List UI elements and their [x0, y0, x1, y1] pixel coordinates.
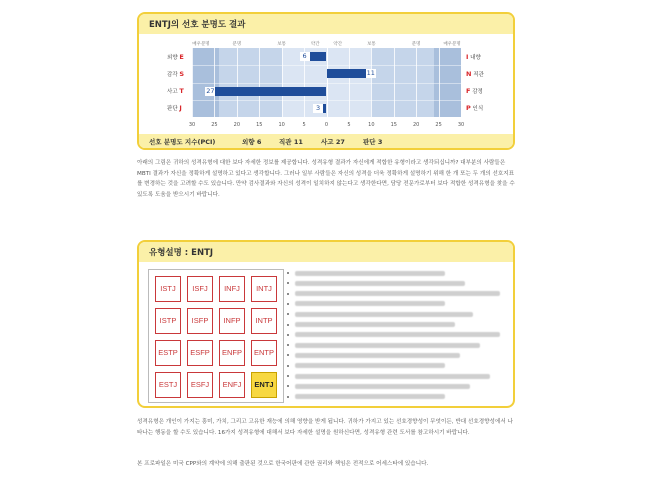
type-cell-esfp: ESFP — [187, 340, 213, 366]
footer-paragraph: 성격유형은 개인이 가지는 흥미, 가치, 그리고 고유한 재능에 의해 영향을 받게 됩니다. 귀하가 가지고 있는 선호경향성이 무엇이든, 반대 선호경향성에서 나타나는 행동을 할 수도 있습니다. 16가지 성격유형에 대해서 보다 자세한 설명을 원하신다면, 성격유형 관련 도서를 참고하시기 바랍니다. — [137, 419, 513, 436]
intro-paragraph: 아래의 그림은 귀하의 성격유형에 대한 보다 자세한 정보를 제공합니다. 성격유형 결과가 자신에게 적합한 유형이라고 생각되십니까? 대부분의 사람들은 MBTI 결과가 자신을 정확하게 설명하고 있다고 생각합니다. 그러나 일부 사람들은 자신의 성격을 더욱 정확하게 설명하기 위해 한 개 또는 두 개의 선호지표를 변경하는 것을 고려할 수도 있습니다. 만약 검사결과와 자신의 성격이 일치하지 않는다고 생각한다면, 담당 전문가로부터 보다 적합한 성격유형을 찾을 수 있도록 도움을 받으시기 바랍니다. — [137, 160, 515, 198]
tick-label: 30 — [457, 122, 465, 128]
pole-name: 감정 — [472, 89, 483, 96]
list-item — [287, 290, 500, 298]
panel-title: 유형설명 : ENTJ — [149, 248, 214, 258]
blurred-text — [295, 322, 455, 327]
scale-label: 분명 — [232, 42, 242, 47]
row-label-right — [466, 87, 483, 95]
type-cell-estp: ESTP — [155, 340, 181, 366]
bullet-icon — [287, 375, 289, 377]
bullet-icon — [287, 334, 289, 336]
bullet-icon — [287, 385, 289, 387]
list-item — [287, 372, 490, 380]
panel-header — [139, 14, 513, 34]
type-description-panel — [137, 240, 515, 408]
pole-letter: T — [179, 87, 184, 96]
bar-value-label: 3 — [313, 104, 323, 113]
pole-name: 판단 — [167, 106, 178, 113]
type-cell-enfp: ENFP — [219, 340, 245, 366]
bullet-icon — [287, 282, 289, 284]
tick-label: 20 — [233, 122, 241, 128]
type-cell-intp: INTP — [251, 308, 277, 334]
row-label-left — [167, 53, 184, 61]
panel-header — [139, 242, 513, 262]
pole-name: 인식 — [472, 106, 484, 113]
pole-letter: E — [179, 52, 184, 61]
pole-name: 내향 — [470, 54, 481, 61]
bullet-icon — [287, 324, 289, 326]
bar-t — [205, 87, 326, 96]
pole-letter: S — [179, 69, 185, 78]
scale-label: 보통 — [366, 42, 376, 47]
bar-value-label: 6 — [300, 52, 310, 61]
type-cell-estj: ESTJ — [155, 372, 181, 398]
pole-name: 사고 — [167, 89, 178, 96]
pci-label: 선호 분명도 지수(PCI) — [149, 138, 216, 146]
pole-letter: P — [466, 104, 471, 113]
list-item — [287, 393, 445, 401]
list-item — [287, 341, 480, 349]
type-cell-isfp: ISFP — [187, 308, 213, 334]
tick-label: 5 — [302, 122, 306, 128]
row-label-right — [466, 70, 484, 78]
blurred-text — [295, 281, 465, 286]
pole-letter: J — [179, 104, 182, 113]
row-label-left — [167, 70, 184, 78]
type-cell-infp: INFP — [219, 308, 245, 334]
blurred-text — [295, 271, 445, 276]
row-label-right — [466, 104, 483, 112]
bar-value-label: 11 — [366, 69, 375, 78]
type-cell-isfj: ISFJ — [187, 276, 213, 302]
pole-letter: F — [466, 87, 471, 96]
pole-name: 감각 — [167, 71, 178, 78]
list-item — [287, 331, 500, 339]
tick-label: 0 — [324, 122, 329, 128]
type-cell-entj: ENTJ — [251, 372, 277, 398]
list-item — [287, 310, 473, 318]
pci-item-e: 외향 6 — [242, 138, 262, 146]
list-item — [287, 351, 460, 359]
type-cell-infj: INFJ — [219, 276, 245, 302]
row-separator — [192, 83, 461, 84]
tick-label: 15 — [390, 122, 397, 128]
tick-label: 10 — [368, 122, 375, 128]
list-item — [287, 269, 445, 277]
bullet-icon — [287, 344, 289, 346]
pole-letter: N — [466, 69, 472, 78]
row-separator — [192, 100, 461, 101]
copyright-note: 본 프로파일은 미국 CPP와의 계약에 의해 출판된 것으로 한국어판에 관한 권리와 책임은 전적으로 어세스타에 있습니다. — [137, 461, 429, 467]
bullet-icon — [287, 272, 289, 274]
row-label-left — [167, 104, 182, 112]
list-item — [287, 362, 445, 370]
row-label-right — [466, 53, 481, 61]
pci-item-n: 직관 11 — [279, 138, 303, 146]
type-cell-istp: ISTP — [155, 308, 181, 334]
list-item — [287, 382, 470, 390]
type-cell-entp: ENTP — [251, 340, 277, 366]
chart-plot-area — [192, 48, 461, 117]
blurred-text — [295, 353, 460, 358]
pole-name: 외향 — [167, 54, 178, 61]
type-cell-esfj: ESFJ — [187, 372, 213, 398]
pole-name: 직관 — [473, 71, 484, 78]
grid-line — [461, 48, 462, 117]
tick-label: 10 — [278, 122, 285, 128]
blurred-text — [295, 312, 473, 317]
scale-label: 분명 — [411, 42, 421, 47]
tick-label: 30 — [188, 122, 196, 128]
pole-letter: I — [466, 52, 469, 61]
tick-label: 15 — [256, 122, 263, 128]
preference-clarity-panel — [137, 12, 515, 150]
type-cell-istj: ISTJ — [155, 276, 181, 302]
bar-value-label: 27 — [206, 86, 215, 95]
pci-summary — [139, 134, 513, 148]
scale-label: 약간 — [333, 42, 343, 47]
tick-label: 25 — [211, 122, 218, 128]
bullet-icon — [287, 293, 289, 295]
bullet-icon — [287, 396, 289, 398]
type-cell-intj: INTJ — [251, 276, 277, 302]
bullet-icon — [287, 354, 289, 356]
blurred-text — [295, 394, 445, 399]
bullet-icon — [287, 303, 289, 305]
scale-label: 보통 — [277, 42, 287, 47]
scale-label: 매우분명 — [443, 42, 461, 47]
blurred-text — [295, 291, 500, 296]
type-cell-enfj: ENFJ — [219, 372, 245, 398]
blurred-text — [295, 374, 490, 379]
scale-label: 약간 — [310, 42, 320, 47]
pci-item-j: 판단 3 — [363, 138, 383, 146]
list-item — [287, 321, 455, 329]
bullet-icon — [287, 365, 289, 367]
row-label-left — [167, 87, 184, 95]
bullet-icon — [287, 313, 289, 315]
blurred-text — [295, 363, 445, 368]
scale-label: 매우분명 — [192, 42, 210, 47]
panel-title: ENTJ의 선호 분명도 결과 — [149, 20, 246, 30]
blurred-text — [295, 343, 480, 348]
blurred-text — [295, 332, 500, 337]
pci-item-t: 사고 27 — [321, 138, 345, 146]
tick-label: 20 — [412, 122, 420, 128]
blurred-text — [295, 301, 445, 306]
row-separator — [192, 65, 461, 66]
list-item — [287, 279, 465, 287]
tick-label: 5 — [347, 122, 351, 128]
list-item — [287, 300, 445, 308]
type-table — [148, 269, 284, 403]
tick-label: 25 — [435, 122, 442, 128]
blurred-text — [295, 384, 470, 389]
